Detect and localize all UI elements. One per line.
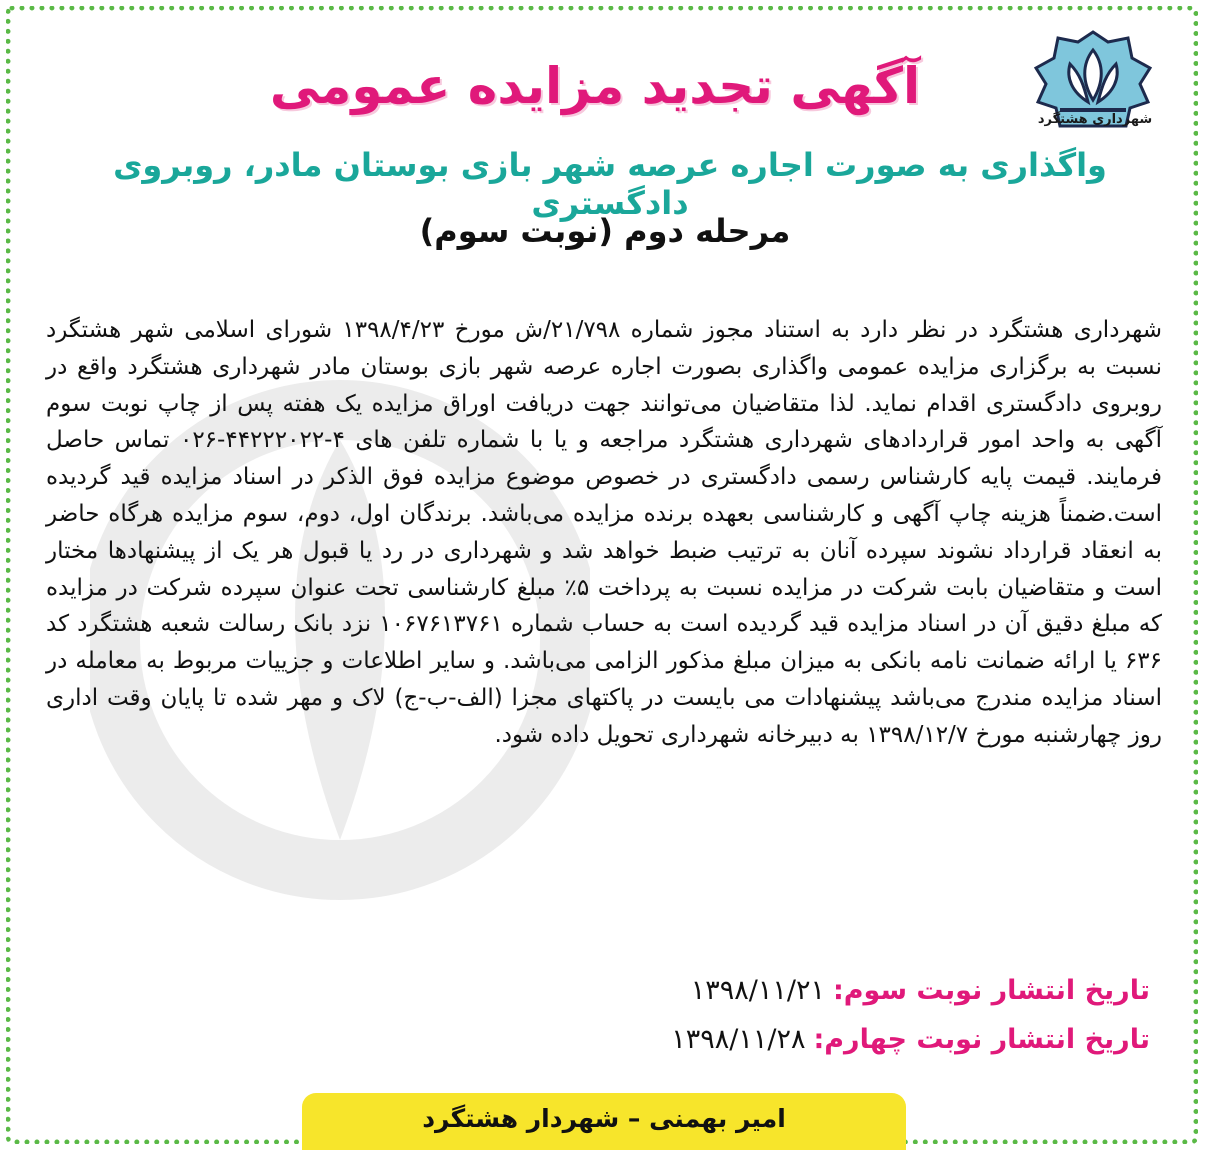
publication-third [691, 975, 1150, 1006]
signature-banner: امیر بهمنی – شهردار هشتگرد [302, 1093, 906, 1150]
publication-fourth-label: تاریخ انتشار نوبت چهارم: [813, 1024, 1150, 1055]
stage-label: مرحله دوم (نوبت سوم) [419, 212, 791, 250]
page-title: آگهی تجدید مزایده عمومی [269, 57, 921, 115]
page-subtitle: واگذاری به صورت اجاره عرصه شهر بازی بوستان مادر، روبروی دادگستری [113, 146, 1107, 223]
publication-third-label: تاریخ انتشار نوبت سوم: [832, 975, 1150, 1006]
publication-fourth [671, 1024, 1150, 1055]
publication-third-date: ۱۳۹۸/۱۱/۲۱ [690, 975, 825, 1006]
publication-fourth-date: ۱۳۹۸/۱۱/۲۸ [671, 1024, 806, 1055]
announcement-body: شهرداری هشتگرد در نظر دارد به استناد مجوز شماره ۲۱/۷۹۸/ش مورخ ۱۳۹۸/۴/۲۳ شورای اسلامی شهر هشتگرد نسبت به برگزاری مزایده عمومی واگذاری بصورت اجاره عرصه شهر بازی بوستان مادر شهرداری هشتگرد واقع در روبروی دادگستری اقدام نماید. لذا متقاضیان می‌توانند جهت دریافت اوراق مزایده یک هفته پس از چاپ نوبت سوم آگهی به واحد امور قراردادهای شهرداری هشتگرد مراجعه و یا با شماره تلفن های ۴-۴۴۲۲۲۰۲۲-۰۲۶ تماس حاصل فرمایند. قیمت پایه کارشناس رسمی دادگستری در خصوص موضوع مزایده فوق الذکر در اسناد مزایده قید گردیده است.ضمناً هزینه چاپ آگهی و کارشناسی بعهده برنده مزایده می‌باشد. برندگان اول، دوم، سوم مزایده هرگاه حاضر به انعقاد قرارداد نشوند سپرده آنان به ترتیب ضبط خواهد شد و شهرداری در رد یا قبول هر یک از پیشنهادها مختار است و متقاضیان بابت شرکت در مزایده نسبت به پرداخت ۵٪ مبلغ کارشناسی تحت عنوان سپرده شرکت در مزایده که مبلغ دقیق آن در اسناد مزایده قید گردیده است به حساب شماره ۱۰۶۷۶۱۳۷۶۱ نزد بانک رسالت شعبه هشتگرد کد ۶۳۶ یا ارائه ضمانت نامه بانکی به میزان مبلغ مذکور الزامی می‌باشد. و سایر اطلاعات و جزییات مربوط به معامله در اسناد مزایده مندرج می‌باشد پیشنهادات می بایست در پاکتهای مجزا (الف-ب-ج) لاک و مهر شده تا پایان وقت اداری روز چهارشنبه مورخ ۱۳۹۸/۱۲/۷ به دبیرخانه شهرداری تحویل داده شود. [46, 317, 1163, 748]
logo-caption: شهرداری هشتگرد [1037, 112, 1153, 127]
